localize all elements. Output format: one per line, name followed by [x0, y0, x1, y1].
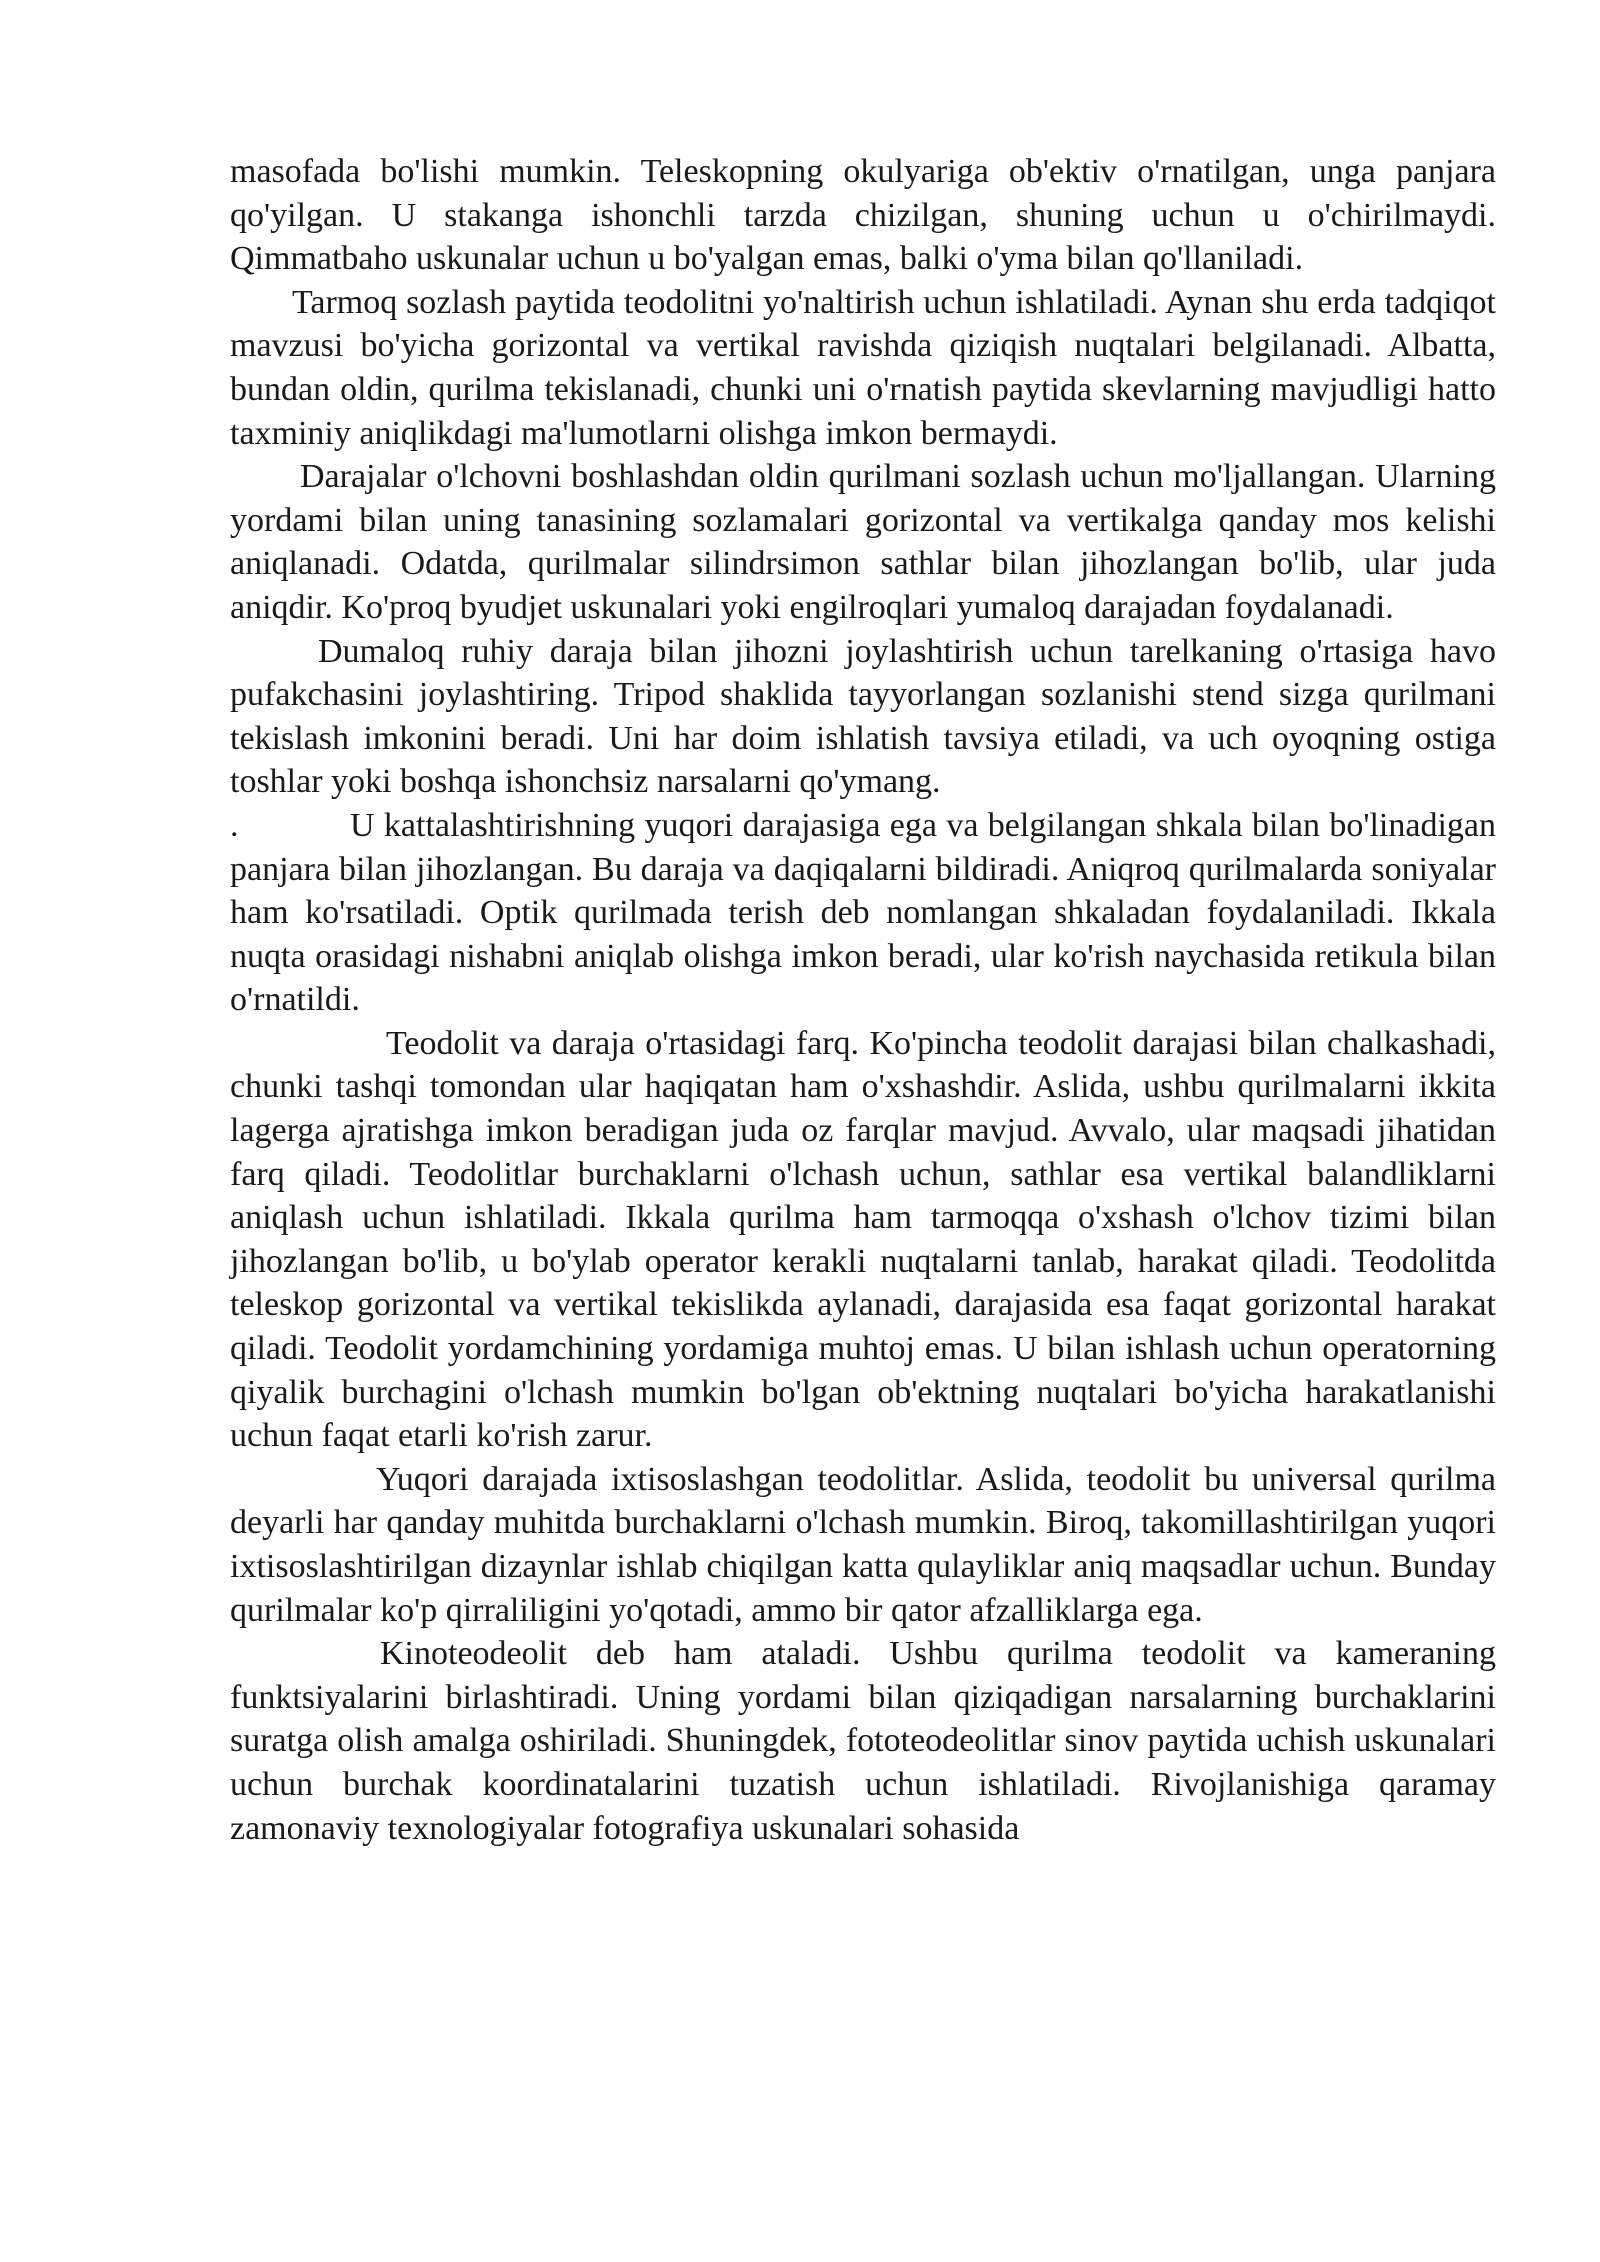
paragraph-4: Dumaloq ruhiy daraja bilan jihozni joylashtirish uchun tarelkaning o'rtasiga havo pufakchasini joylashtiring. Tripod shaklida tayyorlangan sozlanishi stend sizga qurilmani tekislash imkonini beradi. Uni har doim ishlatish tavsiya etiladi, va uch oyoqning ostiga toshlar yoki boshqa ishonchsiz narsalarni qo'ymang.	[230, 632, 1496, 801]
paragraph-7: Yuqori darajada ixtisoslashgan teodolitlar. Aslida, teodolit bu universal qurilma deyarli har qanday muhitda burchaklarni o'lchash mumkin. Biroq, takomillashtirilgan yuqori ixtisoslashtirilgan dizaynlar ishlab chiqilgan katta qulayliklar aniq maqsadlar uchun. Bunday qurilmalar ko'p qirraliligini yo'qotadi, ammo bir qator afzalliklarga ega.	[230, 1460, 1496, 1629]
paragraph-2: Tarmoq sozlash paytida teodolitni yo'naltirish uchun ishlatiladi. Aynan shu erda tadqiqot mavzusi bo'yicha gorizontal va vertikal ravishda qiziqish nuqtalari belgilanadi. Albatta, bundan oldin, qurilma tekislanadi, chunki uni o'rnatish paytida skevlarning mavjudligi hatto taxminiy aniqlikdagi ma'lumotlarni olishga imkon bermaydi.	[230, 283, 1496, 452]
paragraph-1: masofada bo'lishi mumkin. Teleskopning okulyariga ob'ektiv o'rnatilgan, unga panjara qo'yilgan. U stakanga ishonchli tarzda chizilgan, shuning uchun u o'chirilmaydi. Qimmatbaho uskunalar uchun u bo'yalgan emas, balki o'yma bilan qo'llaniladi.	[230, 153, 1496, 278]
paragraph-5	[230, 804, 1496, 1022]
paragraph-3: Darajalar o'lchovni boshlashdan oldin qurilmani sozlash uchun mo'ljallangan. Ularning yordami bilan uning tanasining sozlamalari gorizontal va vertikalga qanday mos kelishi aniqlanadi. Odatda, qurilmalar silindrsimon sathlar bilan jihozlangan bo'lib, ular juda aniqdir. Ko'proq byudjet uskunalari yoki engilroqlari yumaloq darajadan foydalanadi.	[230, 458, 1496, 626]
document-page	[230, 150, 1496, 1850]
paragraph-5-text: U kattalashtirishning yuqori darajasiga ega va belgilangan shkala bilan bo'linadigan panjara bilan jihozlangan. Bu daraja va daqiqalarni bildiradi. Aniqroq qurilmalarda soniyalar ham ko'rsatiladi. Optik qurilmada terish deb nomlangan shkaladan foydalaniladi. Ikkala nuqta orasidagi nishabni aniqlab olishga imkon beradi, ular ko'rish naychasida retikula bilan o'rnatildi.	[230, 806, 1496, 1019]
paragraph-6: Teodolit va daraja o'rtasidagi farq. Ko'pincha teodolit darajasi bilan chalkashadi, chunki tashqi tomondan ular haqiqatan ham o'xshashdir. Aslida, ushbu qurilmalarni ikkita lagerga ajratishga imkon beradigan juda oz farqlar mavjud. Avvalo, ular maqsadi jihatidan farq qiladi. Teodolitlar burchaklarni o'lchash uchun, sathlar esa vertikal balandliklarni aniqlash uchun ishlatiladi. Ikkala qurilma ham tarmoqqa o'xshash o'lchov tizimi bilan jihozlangan bo'lib, u bo'ylab operator kerakli nuqtalarni tanlab, harakat qiladi. Teodolitda teleskop gorizontal va vertikal tekislikda aylanadi, darajasida esa faqat gorizontal harakat qiladi. Teodolit yordamchining yordamiga muhtoj emas. U bilan ishlash uchun operatorning qiyalik burchagini o'lchash mumkin bo'lgan ob'ektning nuqtalari bo'yicha harakatlanishi uchun faqat etarli ko'rish zarur.	[230, 1024, 1496, 1455]
paragraph-8: Kinoteodeolit deb ham ataladi. Ushbu qurilma teodolit va kameraning funktsiyalarini birlashtiradi. Uning yordami bilan qiziqadigan narsalarning burchaklarini suratga olish amalga oshiriladi. Shuningdek, fototeodeolitlar sinov paytida uchish uskunalari uchun burchak koordinatalarini tuzatish uchun ishlatiladi. Rivojlanishiga qaramay zamonaviy texnologiyalar fotografiya uskunalari sohasida	[230, 1635, 1496, 1847]
dot-marker: .	[230, 806, 239, 844]
